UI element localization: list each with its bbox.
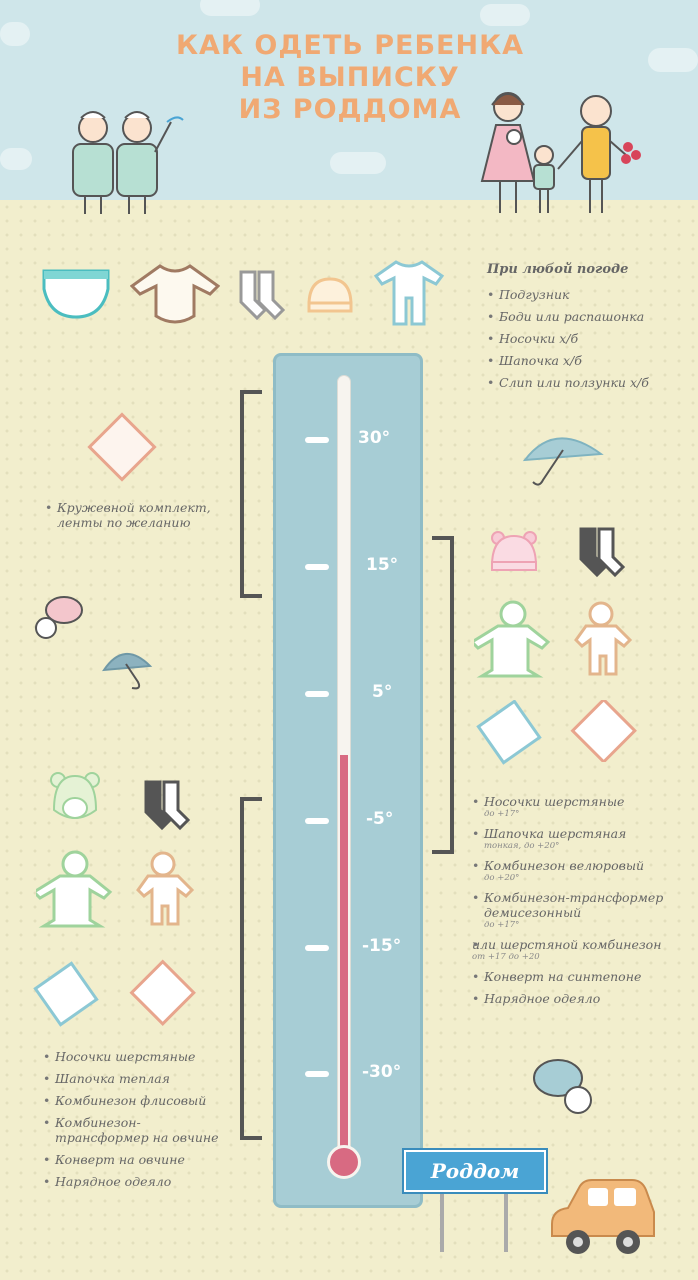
scale-tick: [305, 818, 329, 824]
cold-weather-list: [43, 1049, 233, 1196]
hot-weather-list: [45, 500, 225, 537]
item-text: Комбинезон-трансформер демисезонный: [484, 890, 664, 920]
title-line: КАК ОДЕТЬ РЕБЕНКА: [175, 30, 525, 61]
car-icon: [548, 1176, 660, 1258]
cloud: [480, 4, 530, 26]
mid-weather-list: [472, 794, 672, 1013]
scale-tick: [305, 691, 329, 697]
cloud: [200, 0, 260, 16]
list-item: • Конверт на овчине: [43, 1152, 233, 1167]
list-item: [472, 890, 672, 930]
list-item: [472, 937, 672, 962]
list-item: [472, 858, 672, 883]
scale-tick: [305, 1071, 329, 1077]
jumpsuit-icon: [130, 850, 196, 928]
cloud: [648, 48, 698, 72]
pacifier-icon: [528, 1050, 598, 1120]
item-note: до +17°: [484, 920, 520, 930]
blanket-icon: [85, 410, 159, 484]
scale-label: -30°: [362, 1062, 402, 1082]
thermometer-mercury: [340, 755, 348, 1165]
title-line: ИЗ РОДДОМА: [238, 94, 462, 125]
umbrella-icon: [515, 420, 605, 495]
item-text: Шапочка шерстяная: [484, 826, 627, 841]
scale-tick: [305, 564, 329, 570]
bodysuit-icon: [130, 262, 220, 330]
list-item: • Нарядное одеяло: [472, 991, 672, 1006]
list-item: • Подгузник: [487, 287, 687, 302]
thermometer-bulb: [327, 1145, 361, 1179]
item-note: от +17 до +20: [472, 952, 540, 962]
scale-tick: [305, 945, 329, 951]
list-item: • Шапочка теплая: [43, 1071, 233, 1086]
hat-icon: [305, 275, 355, 315]
any-weather-header: При любой погоде: [487, 262, 629, 277]
list-item: • Слип или ползунки х/б: [487, 375, 687, 390]
nurses-illustration: [55, 100, 185, 218]
envelope-icon: [475, 700, 547, 766]
list-item: • Комбинезон флисовый: [43, 1093, 233, 1108]
list-item: [472, 826, 672, 851]
list-item: • Носочки шерстяные: [43, 1049, 233, 1064]
pacifier-icon: [30, 590, 86, 646]
blanket-icon: [566, 700, 640, 762]
hat-icon: [48, 770, 102, 830]
sign-post: [440, 1190, 444, 1252]
scale-label: 5°: [372, 682, 393, 702]
list-item: • Конверт на синтепоне: [472, 969, 672, 984]
family-illustration: [468, 85, 653, 220]
sign-post: [504, 1190, 508, 1252]
cloud: [330, 152, 386, 174]
jumpsuit-icon: [568, 600, 634, 678]
socks-icon: [235, 268, 285, 324]
sleepsuit-icon: [372, 258, 446, 332]
item-text: Комбинезон велюровый: [484, 858, 645, 873]
blanket-icon: [125, 958, 199, 1028]
cold-range-bracket: [240, 797, 262, 1140]
list-item: [472, 794, 672, 819]
jumpsuit-icon: [474, 598, 552, 678]
diaper-icon: [40, 265, 112, 323]
umbrella-icon: [100, 640, 154, 695]
scale-label: 15°: [366, 555, 399, 575]
list-item: • Носочки х/б: [487, 331, 687, 346]
list-item: • Нарядное одеяло: [43, 1174, 233, 1189]
hat-icon: [488, 530, 540, 574]
hot-range-bracket: [240, 390, 262, 598]
socks-icon: [575, 525, 625, 581]
socks-icon: [140, 778, 190, 834]
scale-label: -5°: [366, 809, 394, 829]
envelope-icon: [32, 960, 104, 1030]
item-text: Носочки шерстяные: [484, 794, 625, 809]
scale-label: 30°: [358, 428, 391, 448]
mid-range-bracket: [432, 536, 454, 854]
list-item: • Комбинезон-трансформер на овчине: [43, 1115, 233, 1145]
cloud: [0, 22, 30, 46]
item-note: тонкая, до +20°: [484, 841, 560, 851]
item-note: до +20°: [484, 873, 520, 883]
title-line: НА ВЫПИСКУ: [240, 62, 460, 93]
list-item: • Шапочка х/б: [487, 353, 687, 368]
scale-tick: [305, 437, 329, 443]
item-text: или шерстяной комбинезон: [472, 937, 662, 952]
jumpsuit-icon: [36, 848, 114, 928]
list-item: • Кружевной комплект, ленты по желанию: [45, 500, 225, 530]
cloud: [0, 148, 32, 170]
item-note: до +17°: [484, 809, 520, 819]
scale-label: -15°: [362, 936, 402, 956]
maternity-hospital-sign: Роддом: [404, 1150, 546, 1192]
any-weather-list: [487, 262, 687, 397]
list-item: • Боди или распашонка: [487, 309, 687, 324]
